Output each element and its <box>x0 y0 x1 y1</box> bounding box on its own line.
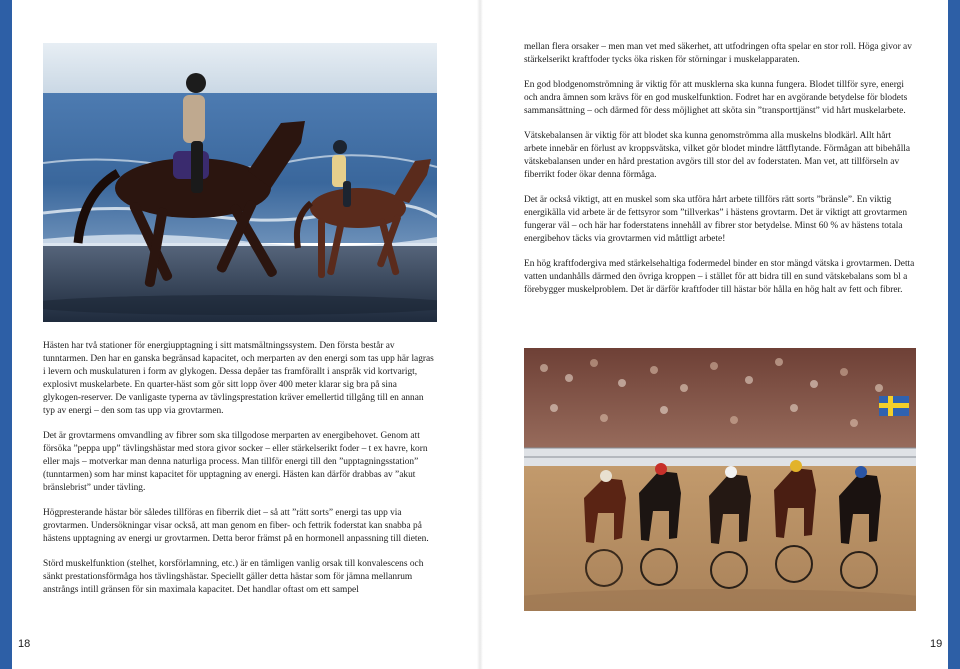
page-number-right: 19 <box>930 638 943 650</box>
paragraph: En hög kraftfodergiva med stärkelsehaltiga fodermedel binder en stor mängd vätska i grovtarmen. Detta vatten undanhålls därmed den övriga kroppen – i stället för att bidra till en sund vätskebalans som bl a förebygger muskelproblem. Det är därför kraftfoder till hästar bör hålla en hög halt av fett och fibrer. <box>524 259 915 295</box>
paragraph: Det är grovtarmens omvandling av fibrer som ska tillgodose merparten av energibehovet. Genom att försöka ”peppa upp” tävlingshästar med stora givor socker – eller stärkelserikt foder – t ex havre, korn eller majs – motverkar man denna naturliga process. Man tillför energi till den ”upptagningsstation” (tunntarmen) som har minst kapacitet för upptagning av energi. Hästen kan därför drabbas av ”akut bränslebrist” under tävling. <box>43 431 428 493</box>
beach-horses-photo <box>43 43 437 322</box>
paragraph: Högpresterande hästar bör således tillföras en fiberrik diet – så att ”rätt sorts” energi tas upp via grovtarmen. Undersökningar visar också, att man genom en fiber- och fettrik foderstat kan snabba på hästens upptagning av energi ur grovtarmen. Detta beror främst på en hormonell anpassning till dieten. <box>43 508 429 544</box>
paragraph: Vätskebalansen är viktig för att blodet ska kunna genomströmma alla muskelns blodkärl. Allt hårt arbete innebär en förlust av kroppsvätska, vilket gör blodet mindre lättflytande. Förmågan att bibehålla vätskebalansen under en hård prestation avgörs till stor del av foderstaten. Man vet, att tillförseln av fiberrikt foder ökar denna förmåga. <box>524 131 911 180</box>
left-page-text <box>43 340 437 609</box>
right-page-text <box>524 41 916 309</box>
paragraph: Störd muskelfunktion (stelhet, korsförlamning, etc.) är en tämligen vanlig orsak till konvalescens och sänkt prestationsförmåga hos tävlingshästar. Speciellt gäller detta hästar som för jämna mellanrum anstrångs intill gränsen för sin maximala kapacitet. Det handlar oftast om ett sampel <box>43 559 424 595</box>
paragraph: Det är också viktigt, att en muskel som ska utföra hårt arbete tillförs rätt sorts ”bränsle”. En viktig energikälla vid arbete är de fettsyror som ”tillverkas” i hästens grovtarm. Det är viktigt att grovtarmen fungerar väl – och här har foderstatens innehåll av fibrer stor betydelse. Minst 60 % av hästens totala energibehov täcks via grovtarmen vid måttligt arbete! <box>524 195 908 244</box>
paragraph: mellan flera orsaker – men man vet med säkerhet, att utfodringen ofta spelar en stor roll. Höga givor av stärkelserikt kraftfoder tycks öka risken för störningar i muskelapparaten. <box>524 42 912 65</box>
paragraph: Hästen har två stationer för energiupptagning i sitt matsmältningssystem. Den första består av tunntarmen. Den har en ganska begränsad kapacitet, och merparten av den energi som tas upp här lagras i levern och muskulaturen i form av glykogen. Dessa depåer tas framförallt i anspråk vid kortvarigt, explosivt muskelarbete. En quarter-häst som gör sitt lopp över 400 meter klarar sig bra på sina glykogen-reserver. De vanligaste typerna av tävlingsprestation kräver emellertid tillgång till en annan typ av energi – den som tas upp via grovtarmen. <box>43 341 434 416</box>
paragraph: En god blodgenomströmning är viktig för att musklerna ska kunna fungera. Blodet tillför syre, energi och andra ämnen som krävs för en god muskelfunktion. Fodret har en avgörande betydelse för blodets sammansättning – och därmed för dess möjlighet att sköta sin ”transporttjänst” vid hårt muskelarbete. <box>524 80 908 116</box>
harness-race-photo <box>524 348 916 611</box>
right-edge-stripe <box>948 0 960 669</box>
page-number-left: 18 <box>18 638 31 650</box>
left-edge-stripe <box>0 0 12 669</box>
book-gutter <box>477 0 483 669</box>
